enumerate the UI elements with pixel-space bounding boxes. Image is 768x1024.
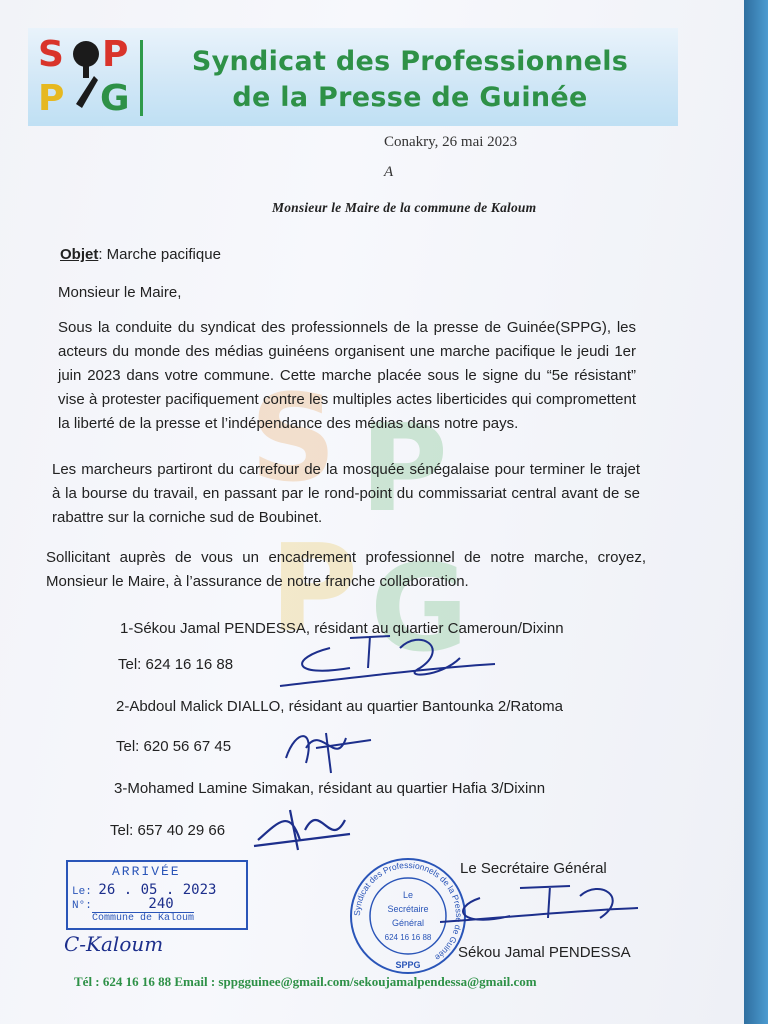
svg-text:P: P [270, 520, 358, 659]
stamp-date-label: Le: [72, 886, 92, 898]
addressee-prefix: A [384, 164, 394, 180]
signatory-1-tel: Tel: 624 16 16 88 [118, 656, 234, 673]
stamp-center-line-2: Secrétaire [387, 904, 429, 914]
svg-text:G: G [370, 540, 469, 660]
stamp-title: ARRIVÉE [112, 864, 181, 879]
logo-divider [140, 40, 143, 116]
secretary-signature [440, 878, 640, 938]
stamp-date-value: 26 . 05 . 2023 [98, 882, 217, 898]
stamp-commune: Commune de Kaloum [92, 913, 195, 924]
kaloum-handwritten-note: C-Kaloum [64, 932, 164, 956]
secretary-name: Sékou Jamal PENDESSA [458, 944, 631, 961]
stamp-bottom-text: SPPG [395, 960, 421, 970]
svg-text:P: P [38, 78, 65, 116]
subject-label: Objet [60, 246, 99, 263]
paragraph-2: Les marcheurs partiront du carrefour de la mosquée sénégalaise pour terminer le trajet à la bourse du travail, en passant par le rond-point du commissariat central avant de se rabattre sur la corniche sud de Boubinet. [52, 461, 640, 526]
signature-1 [270, 628, 500, 692]
arrival-stamp [66, 860, 248, 930]
stamp-center-line-1: Le [402, 890, 414, 900]
stamp-number-row [72, 896, 174, 912]
signatory-3: 3-Mohamed Lamine Simakan, résidant au quartier Hafia 3/Dixinn [114, 780, 546, 797]
signatory-2: 2-Abdoul Malick DIALLO, résidant au quartier Bantounka 2/Ratoma [116, 698, 563, 715]
svg-text:P: P [360, 400, 448, 539]
paragraph-1: Sous la conduite du syndicat des professionnels de la presse de Guinée(SPPG), les acteurs du monde des médias guinéens organisent une marche pacifique le jeudi 1er juin 2023 dans votre commune. Cette marche placée sous le signe du “5e résistant” vise à protester pacifiquement contre les multiples actes liberticides qui compromettent la liberté de la presse et l’indépendance des médias dans notre pays. [58, 319, 636, 432]
sppg-logo [36, 32, 140, 116]
signature-3 [250, 800, 360, 856]
salutation: Monsieur le Maire, [58, 284, 182, 301]
subject-line [60, 246, 221, 263]
org-name-line-2: de la Presse de Guinée [232, 82, 588, 113]
stamp-ring-text: Syndicat des Professionnels de la Presse de Guinée [351, 859, 465, 963]
svg-text:S: S [38, 34, 64, 75]
svg-text:S: S [250, 370, 337, 509]
secretary-title: Le Secrétaire Général [460, 860, 607, 877]
subject-text: : Marche pacifique [98, 246, 221, 263]
organization-name [150, 44, 670, 116]
svg-text:G: G [100, 78, 130, 116]
letter-date: Conakry, 26 mai 2023 [384, 134, 518, 150]
paragraph-3: Sollicitant auprès de vous un encadrement professionnel de notre marche, croyez, Monsieur le Maire, à l’assurance de notre franche collaboration. [46, 549, 646, 590]
stamp-phone: 624 16 16 88 [384, 933, 432, 942]
recipient: Monsieur le Maire de la commune de Kaloum [272, 200, 537, 215]
signatory-2-tel: Tel: 620 56 67 45 [116, 738, 232, 755]
stamp-number-value: 240 [148, 896, 174, 912]
background-edge [744, 0, 768, 1024]
stamp-number-label: N°: [72, 900, 92, 912]
org-name-line-1: Syndicat des Professionnels [191, 46, 629, 77]
stamp-center-line-3: Général [391, 918, 425, 928]
signatory-3-tel: Tel: 657 40 29 66 [110, 822, 226, 839]
svg-text:P: P [102, 34, 129, 75]
signature-2 [276, 718, 376, 778]
footer-contact: Tél : 624 16 16 88 Email : sppgguinee@gmail.com/sekoujamalpendessa@gmail.com [74, 974, 537, 989]
signatory-1: 1-Sékou Jamal PENDESSA, résidant au quartier Cameroun/Dixinn [120, 620, 564, 637]
